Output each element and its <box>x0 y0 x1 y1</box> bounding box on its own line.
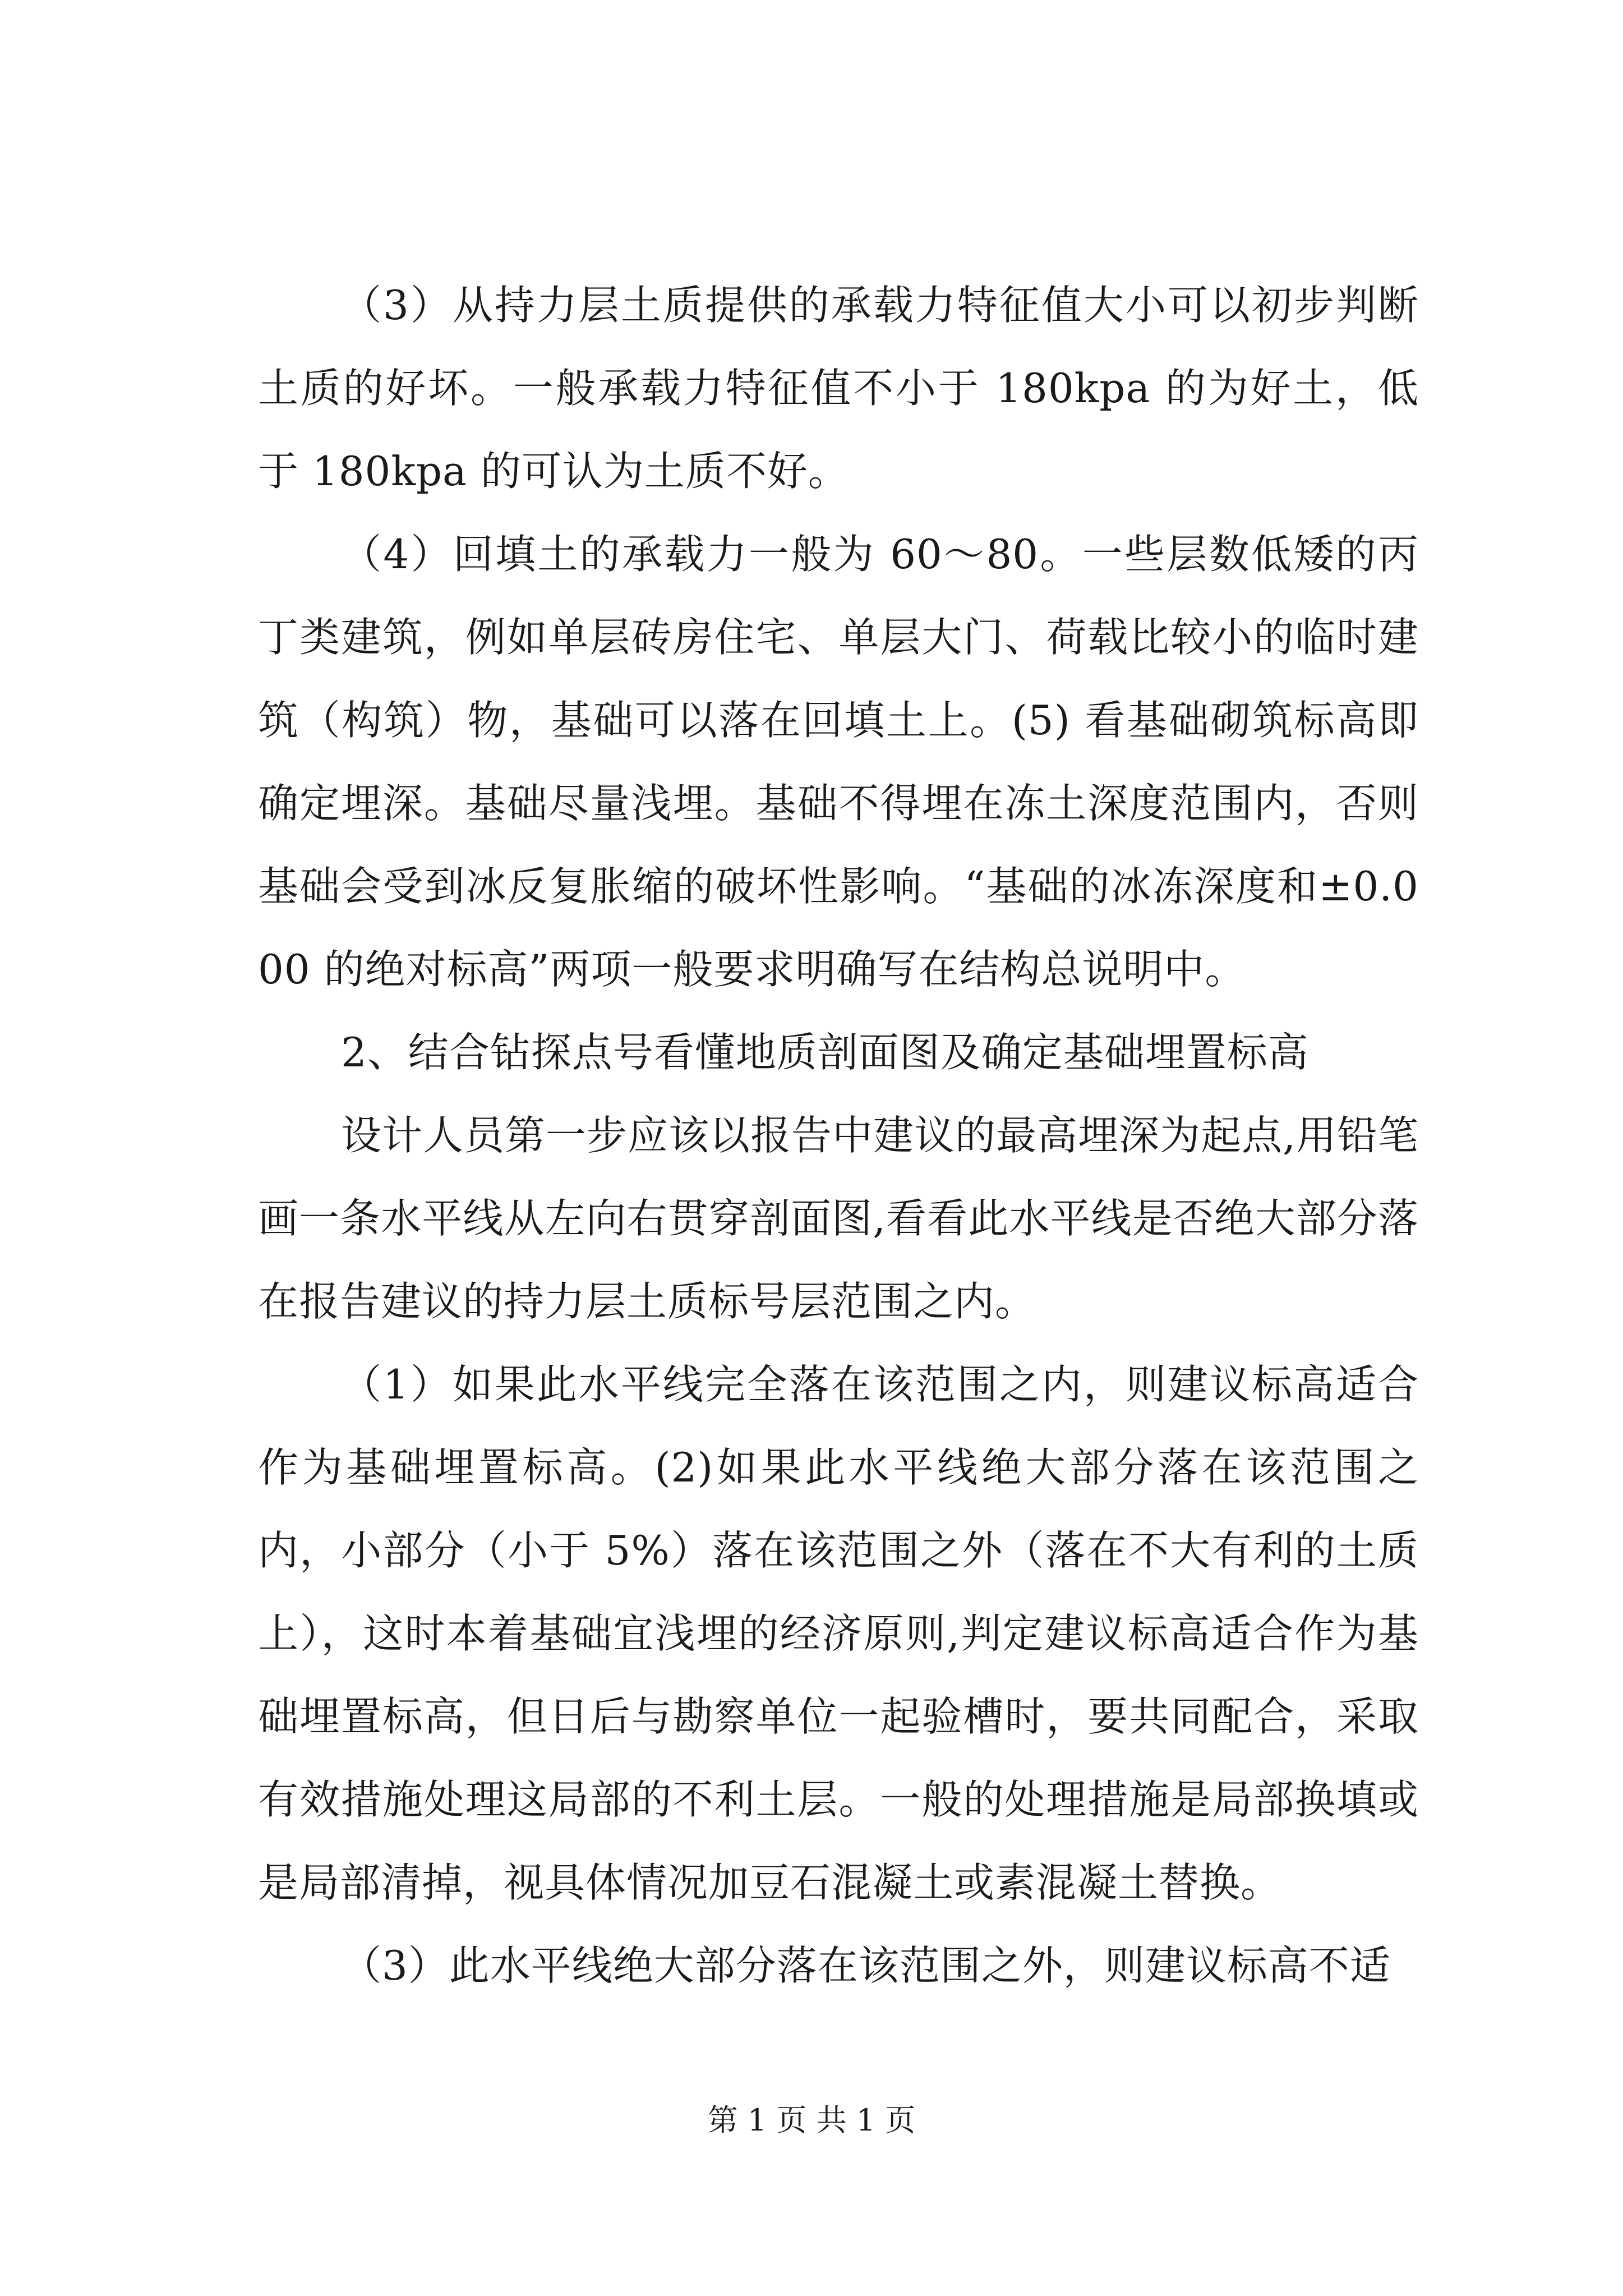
page-footer: 第 1 页 共 1 页 <box>707 2102 916 2138</box>
paragraph-backfill-soil: （4）回填土的承载力一般为 60～80。一些层数低矮的丙丁类建筑，例如单层砖房住宅、单层大门、荷载比较小的临时建筑（构筑）物，基础可以落在回填土上。(5) 看基础砌筑标高即确定埋深。基础尽量浅埋。基础不得埋在冻土深度范围内，否则基础会受到冰反复胀缩的破坏性影响。“基础的冰冻深度和±0.000 的绝对标高”两项一般要求明确写在结构总说明中。 <box>258 531 1419 993</box>
paragraph-designer-step: 设计人员第一步应该以报告中建议的最高埋深为起点,用铅笔画一条水平线从左向右贯穿剖面图,看看此水平线是否绝大部分落在报告建议的持力层土质标号层范围之内。 <box>258 1112 1419 1325</box>
document-body <box>258 264 1419 2007</box>
paragraph-bearing-capacity: （3）从持力层土质提供的承载力特征值大小可以初步判断土质的好坏。一般承载力特征值不小于 180kpa 的为好土，低于 180kpa 的可认为土质不好。 <box>258 282 1419 495</box>
paragraph-case-three: （3）此水平线绝大部分落在该范围之外，则建议标高不适 <box>341 1942 1391 1989</box>
paragraph-horizontal-line-cases: （1）如果此水平线完全落在该范围之内，则建议标高适合作为基础埋置标高。(2)如果此水平线绝大部分落在该范围之内，小部分（小于 5%）落在该范围之外（落在不大有利的土质上），这时本着基础宜浅埋的经济原则,判定建议标高适合作为基础埋置标高，但日后与勘察单位一起验槽时，要共同配合，采取有效措施处理这局部的不利土层。一般的处理措施是局部换填或是局部清掉，视具体情况加豆石混凝土或素混凝土替换。 <box>258 1361 1419 1906</box>
section-heading: 2、结合钻探点号看懂地质剖面图及确定基础埋置标高 <box>341 1029 1309 1076</box>
